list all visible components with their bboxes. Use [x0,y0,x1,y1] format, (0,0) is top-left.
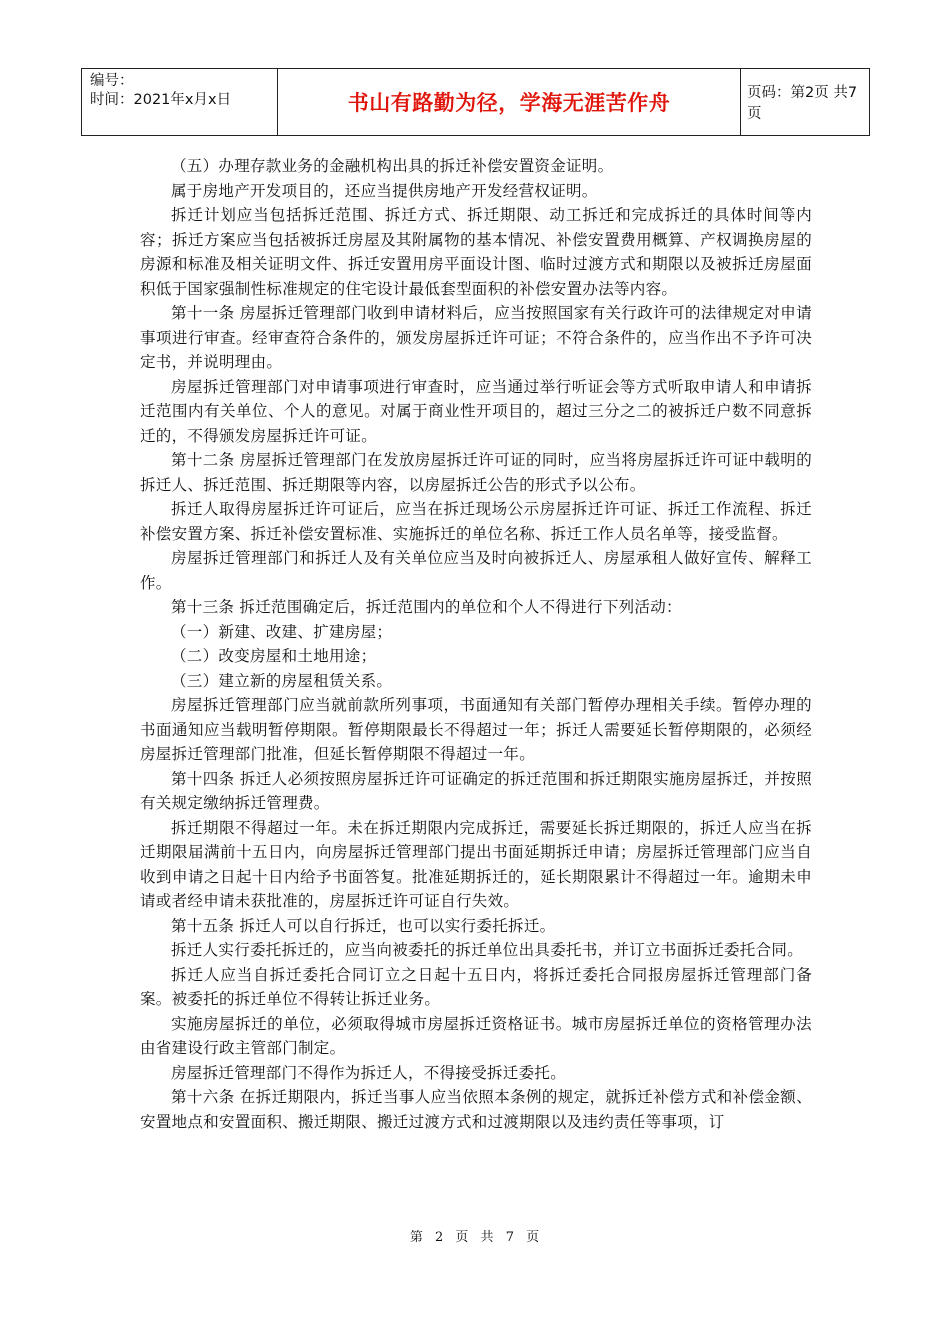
header-page-info: 页码：第2页 共7页 [747,85,858,122]
paragraph: 第十六条 在拆迁期限内，拆迁当事人应当依照本条例的规定，就拆迁补偿方式和补偿金额、安置地点和安置面积、搬迁期限、搬迁过渡方式和过渡期限以及违约责任等事项，订 [140,1088,812,1131]
paragraph: （二）改变房屋和土地用途； [171,647,377,665]
header-meta [82,69,278,135]
paragraph: 第十三条 拆迁范围确定后，拆迁范围内的单位和个人不得进行下列活动： [171,598,682,616]
paragraph: 第十二条 房屋拆迁管理部门在发放房屋拆迁许可证的同时，应当将房屋拆迁许可证中载明的拆迁人、拆迁范围、拆迁期限等内容，以房屋拆迁公告的形式予以公布。 [140,451,812,494]
paragraph: （三）建立新的房屋租赁关系。 [171,671,393,690]
paragraph: 第十一条 房屋拆迁管理部门收到申请材料后，应当按照国家有关行政许可的法律规定对申请事项进行审查。经审查符合条件的，颁发房屋拆迁许可证；不符合条件的，应当作出不予许可决定书，并说明理由。 [140,304,812,371]
paragraph: 属于房地产开发项目的，还应当提供房地产开发经营权证明。 [171,181,598,200]
page-footer: 第 2 页 共 7 页 [409,1230,541,1245]
paragraph: 实施房屋拆迁的单位，必须取得城市房屋拆迁资格证书。城市房屋拆迁单位的资格管理办法由省建设行政主管部门制定。 [140,1014,812,1057]
document-header [81,68,870,136]
paragraph: 第十四条 拆迁人必须按照房屋拆迁许可证确定的拆迁范围和拆迁期限实施房屋拆迁，并按照有关规定缴纳拆迁管理费。 [140,769,812,812]
paragraph: 拆迁计划应当包括拆迁范围、拆迁方式、拆迁期限、动工拆迁和完成拆迁的具体时间等内容；拆迁方案应当包括被拆迁房屋及其附属物的基本情况、补偿安置费用概算、产权调换房屋的房源和标准及相关证明文件、拆迁安置用房平面设计图、临时过渡方式和期限以及被拆迁房屋面积低于国家强制性标准规定的住宅设计最低套型面积的补偿安置办法等内容。 [140,206,812,298]
paragraph: 房屋拆迁管理部门不得作为拆迁人，不得接受拆迁委托。 [171,1063,567,1082]
paragraph: 拆迁人应当自拆迁委托合同订立之日起十五日内，将拆迁委托合同报房屋拆迁管理部门备案。被委托的拆迁单位不得转让拆迁业务。 [140,965,812,1008]
paragraph: 第十五条 拆迁人可以自行拆迁，也可以实行委托拆迁。 [171,916,556,935]
paragraph: （一）新建、改建、扩建房屋； [171,622,393,641]
paragraph: 房屋拆迁管理部门和拆迁人及有关单位应当及时向被拆迁人、房屋承租人做好宣传、解释工作。 [140,549,812,592]
paragraph: 拆迁人取得房屋拆迁许可证后，应当在拆迁现场公示房屋拆迁许可证、拆迁工作流程、拆迁补偿安置方案、拆迁补偿安置标准、实施拆迁的单位名称、拆迁工作人员名单等，接受监督。 [140,500,812,543]
document-date: 时间：2021年x月x日 [90,92,232,108]
paragraph: 拆迁人实行委托拆迁的，应当向被委托的拆迁单位出具委托书，并订立书面拆迁委托合同。 [171,941,804,959]
paragraph: 拆迁期限不得超过一年。未在拆迁期限内完成拆迁，需要延长拆迁期限的，拆迁人应当在拆迁期限届满前十五日内，向房屋拆迁管理部门提出书面延期拆迁申请；房屋拆迁管理部门应当自收到申请之日起十日内给予书面答复。批准延期拆迁的，延长期限累计不得超过一年。逾期未申请或者经申请未获批准的，房屋拆迁许可证自行失效。 [140,818,812,910]
paragraph: 房屋拆迁管理部门对申请事项进行审查时，应当通过举行听证会等方式听取申请人和申请拆迁范围内有关单位、个人的意见。对属于商业性开项目的，超过三分之二的被拆迁户数不同意拆迁的，不得颁发房屋拆迁许可证。 [140,377,812,445]
paragraph: （五）办理存款业务的金融机构出具的拆迁补偿安置资金证明。 [171,157,614,175]
header-motto: 书山有路勤为径，学海无涯苦作舟 [278,69,741,135]
document-number-label: 编号： [90,73,134,89]
paragraph: 房屋拆迁管理部门应当就前款所列事项，书面通知有关部门暂停办理相关手续。暂停办理的书面通知应当载明暂停期限。暂停期限最长不得超过一年；拆迁人需要延长暂停期限的，必须经房屋拆迁管理部门批准，但延长暂停期限不得超过一年。 [140,696,812,763]
document-body [140,154,812,1134]
